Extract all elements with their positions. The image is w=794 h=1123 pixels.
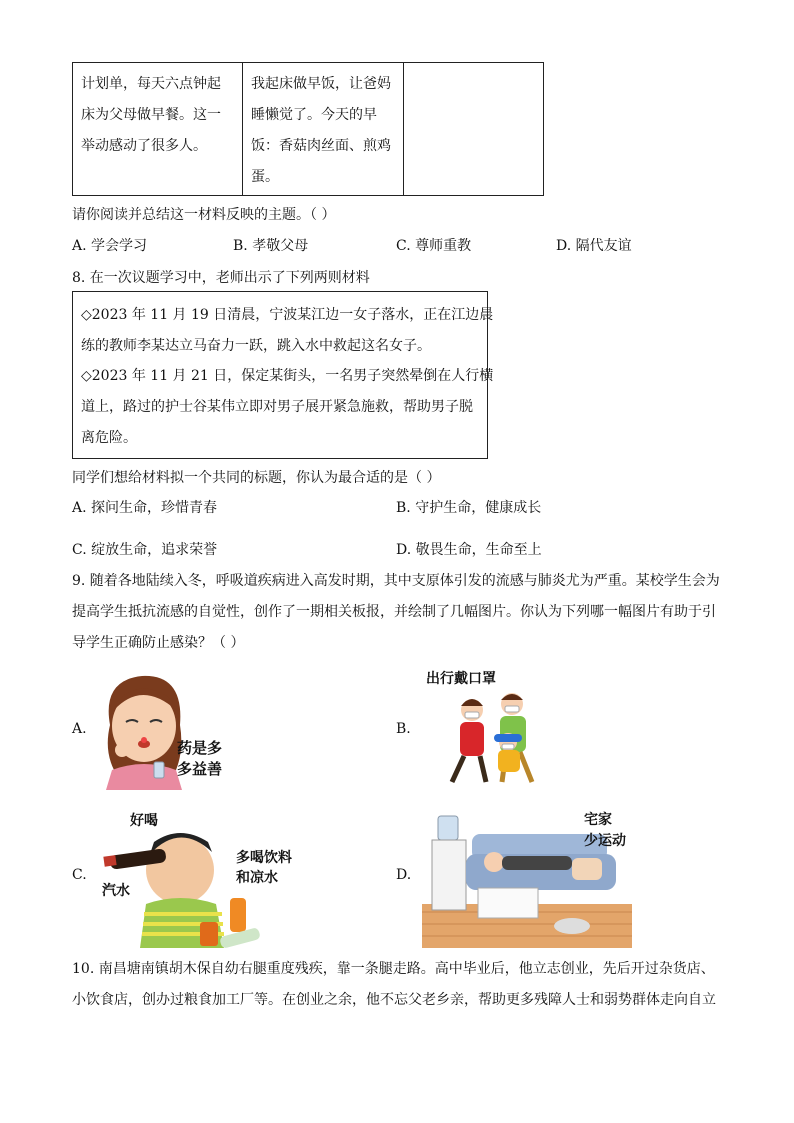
image-d-caption <box>584 810 626 852</box>
material-line: 道上，路过的护士谷某伟立即对男子展开紧急施救，帮助男子脱 <box>81 399 473 415</box>
material-line: ◇2023 年 11 月 21 日，保定某街头，一名男子突然晕倒在人行横 <box>81 368 494 384</box>
image-d-sofa[interactable] <box>422 808 632 948</box>
family-masks-illustration <box>422 686 552 786</box>
q7-option-b[interactable]: B. 孝敬父母 <box>233 238 309 254</box>
table-cell-1 <box>73 63 243 195</box>
caption-line: 多喝饮料 <box>236 850 292 866</box>
caption-line: 和凉水 <box>236 870 278 886</box>
cell-text: 计划单，每天六点钟起 <box>81 76 221 92</box>
q8-option-a[interactable]: A. 探问生命，珍惜青春 <box>72 500 218 516</box>
q8-option-c[interactable]: C. 绽放生命，追求荣誉 <box>72 542 218 558</box>
image-b-caption: 出行戴口罩 <box>426 671 496 687</box>
q7-option-c[interactable]: C. 尊师重教 <box>396 238 472 254</box>
q9-option-b-label[interactable]: B. <box>396 721 411 737</box>
q8-question: 同学们想给材料拟一个共同的标题，你认为最合适的是（ ） <box>72 470 441 486</box>
q8-stem: 8. 在一次议题学习中，老师出示了下列两则材料 <box>72 270 370 286</box>
q9-stem-line: 提高学生抵抗流感的自觉性，创作了一期相关板报，并绘制了几幅图片。你认为下列哪一幅图片有助于引 <box>72 604 716 620</box>
table-cell-2 <box>243 63 404 195</box>
caption-line: 宅家 <box>584 812 612 828</box>
material-line: 离危险。 <box>81 430 137 446</box>
image-a-caption <box>177 738 222 780</box>
q7-stem: 请你阅读并总结这一材料反映的主题。（ ） <box>72 207 336 223</box>
image-c-caption-top: 好喝 <box>130 813 158 829</box>
cell-text: 饭：香菇肉丝面、煎鸡 <box>251 138 391 154</box>
q7-option-a[interactable]: A. 学会学习 <box>72 238 148 254</box>
image-c-caption-left: 汽水 <box>102 883 130 899</box>
q8-material-box <box>72 291 494 459</box>
cell-text: 床为父母做早餐。这一 <box>81 107 221 123</box>
caption-line: 药是多 <box>177 739 223 757</box>
q9-option-c-label[interactable]: C. <box>72 867 87 883</box>
cell-text: 蛋。 <box>251 169 279 185</box>
caption-line: 少运动 <box>584 833 626 849</box>
image-c-caption-right <box>236 848 292 888</box>
cell-text: 我起床做早饭，让爸妈 <box>251 76 391 92</box>
cell-text: 举动感动了很多人。 <box>81 138 207 154</box>
cell-text: 睡懒觉了。今天的早 <box>251 107 377 123</box>
caption-line: 多益善 <box>177 760 223 778</box>
q10-stem-line: 小饮食店，创办过粮食加工厂等。在创业之余，他不忘父老乡亲，帮助更多残障人士和弱势群体走向自立 <box>72 992 716 1008</box>
q9-option-a-label[interactable]: A. <box>72 721 87 737</box>
image-a-medicine[interactable] <box>92 670 242 790</box>
image-b-masks[interactable] <box>422 668 552 788</box>
q10-stem-line: 10. 南昌塘南镇胡木保自幼右腿重度残疾，靠一条腿走路。高中毕业后，他立志创业，先后开过杂货店、 <box>72 961 715 977</box>
material-line: 练的教师李某达立马奋力一跃，跳入水中救起这名女子。 <box>81 338 431 354</box>
q8-option-b[interactable]: B. 守护生命，健康成长 <box>396 500 542 516</box>
material-table <box>72 62 544 196</box>
q9-stem-line: 导学生正确防止感染？（ ） <box>72 635 245 651</box>
image-c-soda[interactable] <box>100 808 305 950</box>
q9-option-d-label[interactable]: D. <box>396 867 412 883</box>
q8-option-d[interactable]: D. 敬畏生命，生命至上 <box>396 542 542 558</box>
q9-stem-line: 9. 随着各地陆续入冬，呼吸道疾病进入高发时期，其中支原体引发的流感与肺炎尤为严重。某校学生会为 <box>72 573 720 589</box>
q7-option-d[interactable]: D. 隔代友谊 <box>556 238 632 254</box>
material-line: ◇2023 年 11 月 19 日清晨，宁波某江边一女子落水，正在江边晨 <box>81 307 494 323</box>
